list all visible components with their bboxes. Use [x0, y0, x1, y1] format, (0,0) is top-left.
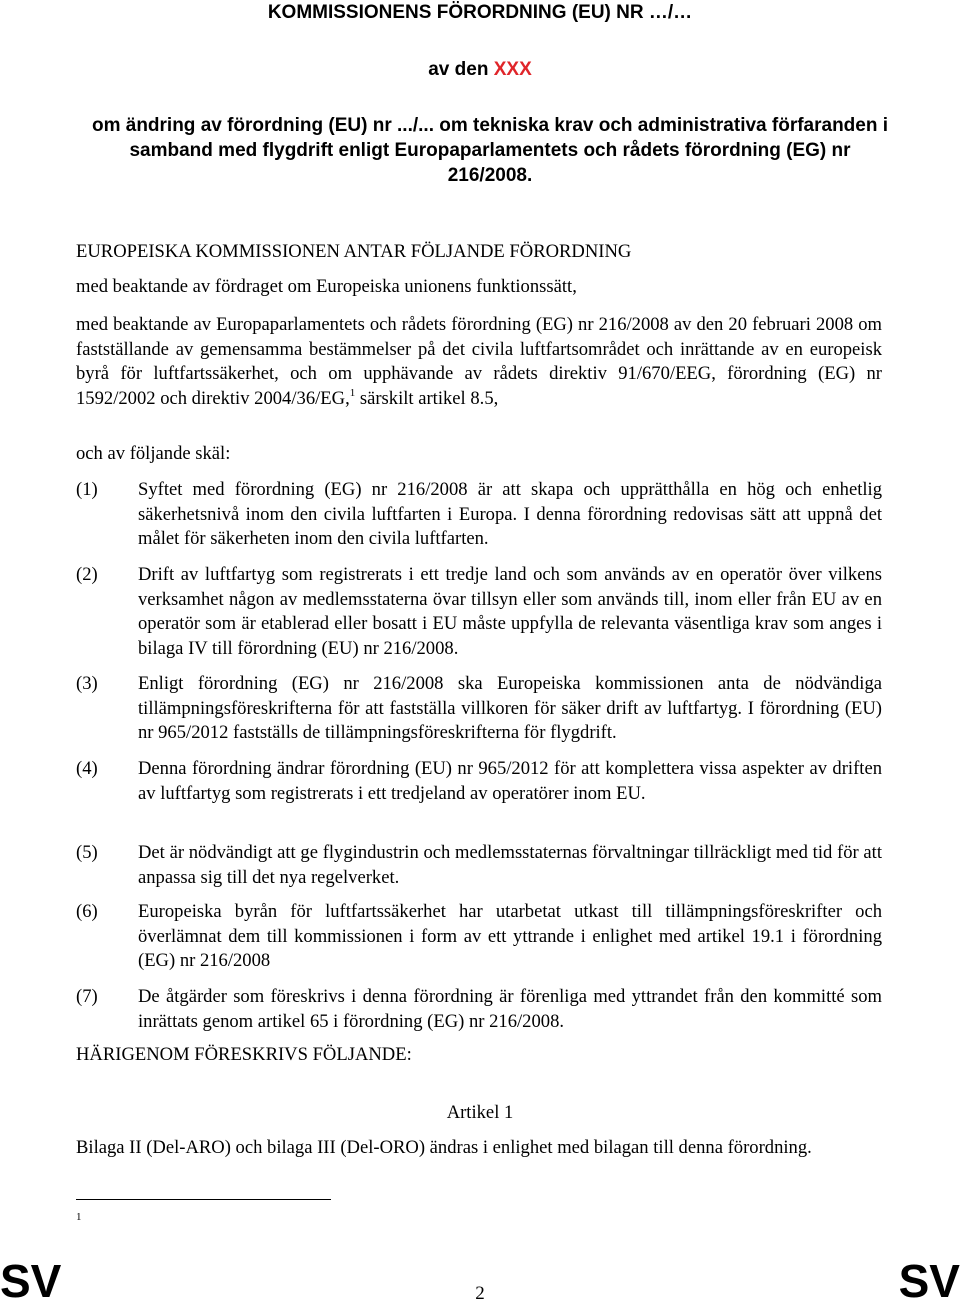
recital	[76, 900, 882, 974]
recital-number: (4)	[76, 758, 98, 779]
citation-treaty: med beaktande av fördraget om Europeiska unionens funktionssätt,	[76, 276, 577, 297]
footnote-divider	[76, 1199, 331, 1200]
regulation-title: KOMMISSIONENS FÖRORDNING (EU) NR …/…	[267, 2, 693, 23]
page-number: 2	[475, 1283, 485, 1304]
language-code-right: SV	[898, 1255, 960, 1307]
article-title: Artikel 1	[446, 1102, 514, 1123]
recital-number: (2)	[76, 564, 98, 585]
footnote-number: 1	[76, 1211, 82, 1223]
recital	[76, 841, 882, 890]
enacting-formula: HÄRIGENOM FÖRESKRIVS FÖLJANDE:	[76, 1044, 412, 1065]
citation-regulation-text: med beaktande av Europaparlamentets och rådets förordning (EG) nr 216/2008 av den 20 februari 2008 om fastställande av gemensamma bestämmelser på det civila luftfartsområdet och inrättande av en europeisk byrå för luftfartssäkerhet, och om upphävande av rådets direktiv 91/670/EEG, förordning (EG) nr 1592/2002 och direktiv 2004/36/EG,	[76, 314, 882, 409]
recital	[76, 478, 882, 552]
date-prefix: av den	[428, 59, 494, 80]
recital-number: (3)	[76, 673, 98, 694]
recital	[76, 757, 882, 806]
article-text: Bilaga II (Del-ARO) och bilaga III (Del-ORO) ändras i enlighet med bilagan till denna förordning.	[76, 1137, 812, 1158]
recital-text: Syftet med förordning (EG) nr 216/2008 är att skapa och upprätthålla en hög och enhetlig säkerhetsnivå inom den civila luftfarten i Europa. I denna förordning redovisas sätt att uppnå det målet för säkerheten inom den civila luftfarten.	[138, 479, 882, 549]
citation-regulation	[76, 313, 882, 411]
regulation-subject: om ändring av förordning (EU) nr .../... om tekniska krav och administrativa förfaranden i samband med flygdrift enligt Europaparlamentets och rådets förordning (EG) nr 216/2008.	[91, 115, 889, 186]
recital	[76, 985, 882, 1034]
recital-number: (5)	[76, 842, 98, 863]
recital-text: Det är nödvändigt att ge flygindustrin och medlemsstaternas förvaltningar tillräckligt med tid för att anpassa sig till det nya regelverket.	[138, 842, 882, 888]
recital-number: (7)	[76, 986, 98, 1007]
citation-regulation-end: särskilt artikel 8.5,	[355, 387, 499, 409]
date-placeholder: XXX	[493, 59, 532, 80]
recital-text: Enligt förordning (EG) nr 216/2008 ska Europeiska kommissionen anta de nödvändiga tillämpningsföreskrifterna för att fastställa villkoren för säker drift av luftfartyg. I förordning (EU) nr 965/2012 fastställs de tillämpningsföreskrifterna för flygdrift.	[138, 673, 882, 743]
recital-text: Drift av luftfartyg som registrerats i ett tredje land och som används av en operatör över vilkens verksamhet någon av medlemsstaterna övar tillsyn eller som används till, inom eller från EU av en operatör som är etablerad eller bosatt i EU måste uppfylla de relevanta väsentliga krav som anges i bilaga IV till förordning (EU) nr 216/2008.	[138, 564, 882, 659]
recital-number: (6)	[76, 901, 98, 922]
adopting-heading: EUROPEISKA KOMMISSIONEN ANTAR FÖLJANDE FÖRORDNING	[76, 241, 632, 262]
language-code-left: SV	[0, 1255, 62, 1307]
recital	[76, 563, 882, 661]
recital-text: De åtgärder som föreskrivs i denna förordning är förenliga med yttrandet från den kommitté som inrättats genom artikel 65 i förordning (EG) nr 216/2008.	[138, 986, 882, 1032]
regulation-date	[0, 57, 960, 83]
footnote-reference[interactable]: 1	[349, 386, 356, 399]
recital-text: Denna förordning ändrar förordning (EU) nr 965/2012 för att komplettera vissa aspekter av driften av luftfartyg som registrerats i ett tredjeland av operatörer inom EU.	[138, 758, 882, 804]
whereas-intro: och av följande skäl:	[76, 443, 231, 464]
recital	[76, 672, 882, 746]
recital-text: Europeiska byrån för luftfartssäkerhet har utarbetat utkast till tillämpningsföreskrifter och överlämnat dem till kommissionen i form av ett yttrande i enlighet med artikel 19.1 i förordning (EG) nr 216/2008	[138, 901, 882, 971]
recital-number: (1)	[76, 479, 98, 500]
